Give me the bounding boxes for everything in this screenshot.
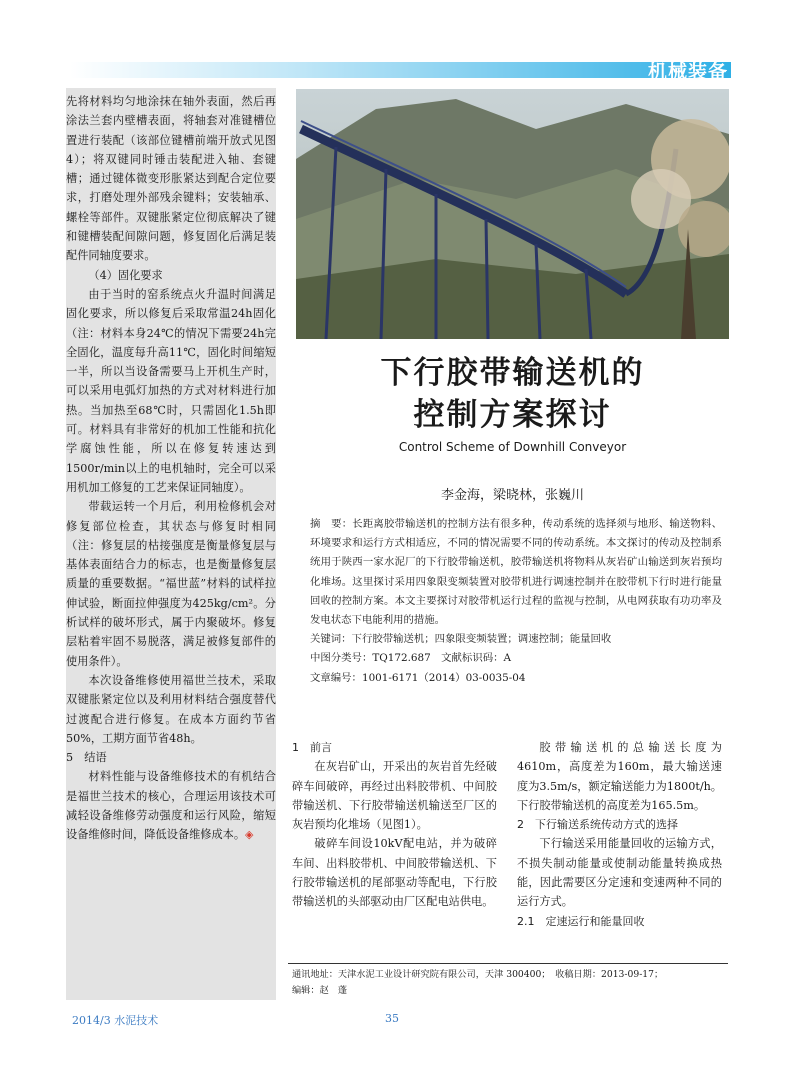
- authors: 李金海，梁晓林，张巍川: [440, 488, 584, 503]
- left-paragraph-4: 本次设备维修使用福世兰技术，采取双键胀紧定位以及利用材料结合强度替代过渡配合进行修复。在成本方面约节省50%，工期方面节省48h。: [66, 673, 276, 745]
- classification: 中图分类号：TQ172.687 文献标识码：A: [310, 652, 511, 665]
- left-paragraph-5: [66, 767, 276, 844]
- footnote-divider: [288, 963, 728, 964]
- article-title-english: Control Scheme of Downhill Conveyor: [398, 440, 627, 454]
- left-paragraph-2: 由于当时的窑系统点火升温时间满足固化要求，所以修复后采取常温24h固化（注：材料本身24℃的情况下需要24h完全固化，温度每升高11℃，固化时间缩短一半，所以当设备需要马上开机生产时，可以采用电弧灯加热的方式对材料进行加热。当加热至68℃时，只需固化1.5h即可。材料具有非常好的机加工性能和抗化学腐蚀性能，所以在修复转速达到1500r/min以上的电机轴时，完全可以采用机加工修复的工艺来保证同轴度）。: [66, 287, 276, 494]
- end-mark-icon: ◈: [245, 828, 254, 842]
- left-column: [66, 88, 276, 1000]
- article-number: 文章编号：1001-6171（2014）03-0035-04: [310, 671, 526, 684]
- conveyor-photo: [296, 89, 729, 339]
- footnote-editor: 编辑：赵 蓬: [292, 985, 348, 996]
- abstract-block: [310, 515, 722, 688]
- abstract-text: 摘 要：长距离胶带输送机的控制方法有很多种，传动系统的选择须与地形、输送物料、环境要求和运行方式相适应，不同的情况需要不同的传动系统。本文探讨的传动及控制系统用于陕西一家水泥厂的下行胶带输送机，胶带输送机将物料从灰岩矿山输送到灰岩预均化堆场。这里探讨采用四象限变频装置对胶带机进行调速控制并在胶带机下行时进行能量回收的控制方案。本文主要探讨对胶带机运行过程的监视与控制，从电网获取有功功率及发电状态下电能利用的措施。: [310, 518, 722, 627]
- conclusion-heading: 5 结语: [66, 751, 107, 765]
- body-column-2: [292, 738, 497, 912]
- section-heading-1: 1 前言: [292, 741, 332, 754]
- body-paragraph-3: 胶带输送机的总输送长度为4610m，高度差为160m，最大输送速度为3.5m/s，额定输送能力为1800t/h。下行胶带输送机的高度差为165.5m。: [517, 741, 722, 812]
- page-number: 35: [385, 1012, 399, 1025]
- section-heading-2: 2 下行输送系统传动方式的选择: [517, 818, 678, 832]
- journal-footer: 2014/3 水泥技术: [72, 1014, 159, 1027]
- article-title-line2: 控制方案探讨: [413, 397, 612, 433]
- section-heading-2-1: 2.1 定速运行和能量回收: [517, 914, 645, 928]
- section-label: 机械装备: [647, 61, 728, 83]
- left-paragraph-1: 先将材料均匀地涂抹在轴外表面，然后再涂法兰套内壁槽表面，将轴套对准键槽位置进行装配（该部位键槽前端开放式见图4）；将双键同时锤击装配进入轴、套键槽；通过键体微变形胀紧达到配合定位要求，打磨处理外部残余键料；安装轴承、螺栓等部件。双键胀紧定位彻底解决了键和键槽装配间隙问题，修复固化后满足装配件同轴度要求。: [66, 95, 276, 263]
- article-title-line1: 下行胶带输送机的: [380, 355, 645, 391]
- body-paragraph-2: 破碎车间设10kV配电站，并为破碎车间、出料胶带机、中间胶带输送机、下行胶带输送机的尾部驱动等配电，下行胶带输送机的头部驱动由厂区配电站供电。: [292, 837, 497, 909]
- left-paragraph-3: 带载运转一个月后，利用检修机会对修复部位检查，其状态与修复时相同（注：修复层的枯接强度是衡量修复层与基体表面结合力的标志，也是衡量修复层质量的重要数据。“福世蓝”材料的试样拉伸试验，断面拉伸强度为425kg/cm²。分析试样的破坏形式，属于内聚破坏。修复层粘着牢固不易脱落，满足被修复部件的使用条件）。: [66, 500, 276, 668]
- header-bar: [70, 62, 731, 78]
- footnote: [292, 967, 732, 999]
- footnote-address: 通讯地址：天津水泥工业设计研究院有限公司，天津 300400； 收稿日期：2013-09-17；: [292, 969, 664, 980]
- article-title-block: [296, 352, 729, 454]
- left-subheading: （4）固化要求: [88, 268, 163, 282]
- body-paragraph-1: 在灰岩矿山，开采出的灰岩首先经破碎车间破碎，再经过出料胶带机、中间胶带输送机、下行胶带输送机输送至厂区的灰岩预均化堆场（见图1）。: [292, 760, 497, 832]
- keywords: 关键词：下行胶带输送机；四象限变频装置；调速控制；能量回收: [310, 633, 612, 646]
- body-column-3: [517, 738, 722, 931]
- conclusion-text: 材料性能与设备维修技术的有机结合是福世兰技术的核心，合理运用该技术可减轻设备维修劳动强度和运行风险，缩短设备维修时间，降低设备维修成本。: [66, 770, 276, 842]
- conveyor-photo-svg: [296, 89, 729, 339]
- body-paragraph-4: 下行输送采用能量回收的运输方式，不损失制动能量或使制动能量转换成热能，因此需要区分定速和变速两种不同的运行方式。: [517, 837, 722, 909]
